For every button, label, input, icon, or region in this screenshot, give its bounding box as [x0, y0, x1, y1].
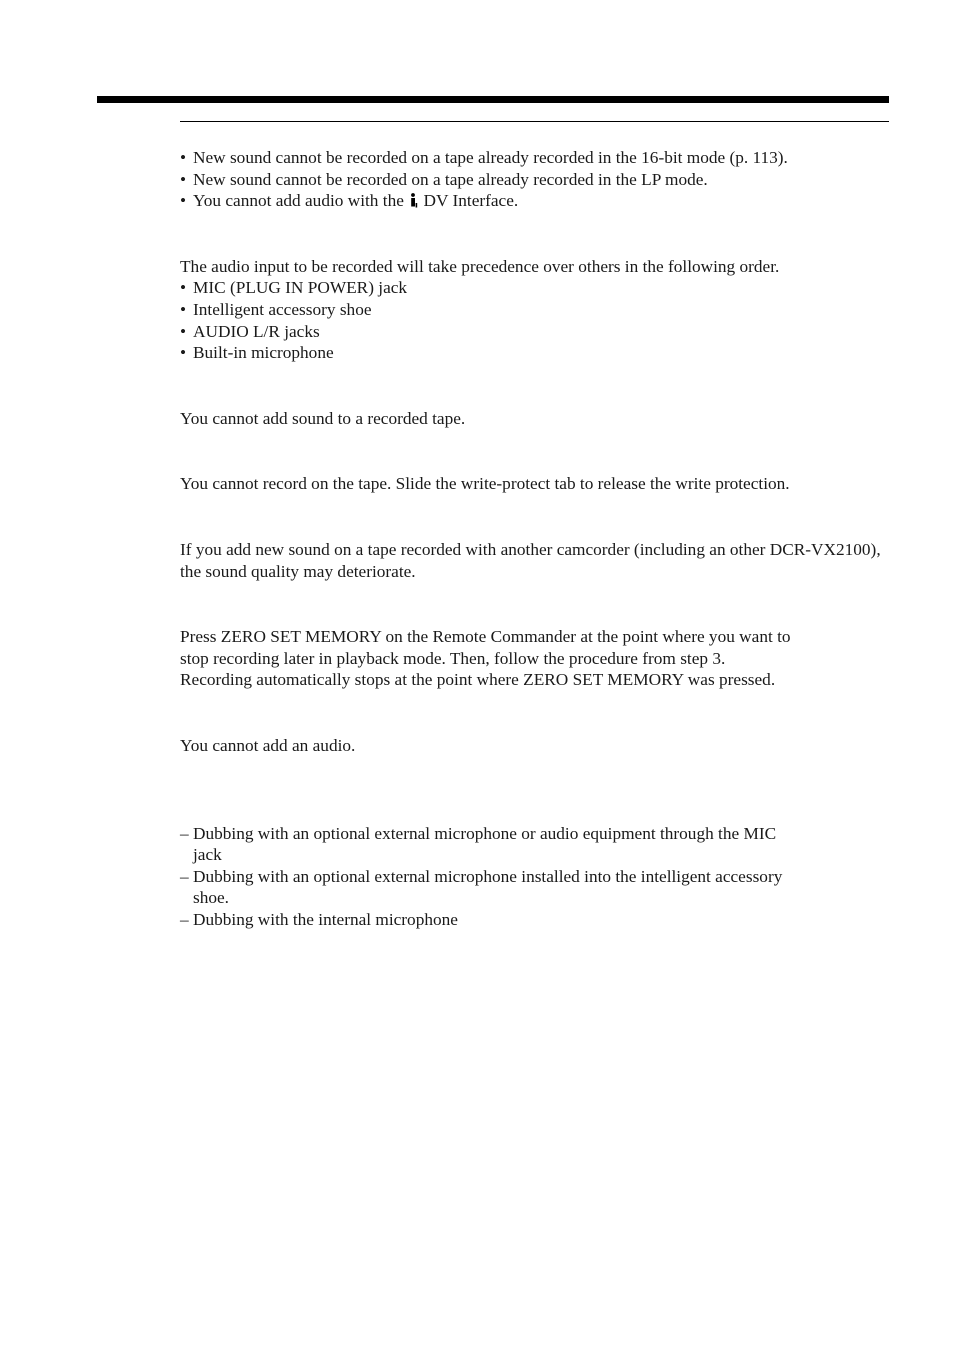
audio-input-intro: The audio input to be recorded will take precedence over others in the following order. — [180, 256, 780, 276]
bullet-marker: • — [180, 343, 187, 363]
list-item — [180, 321, 892, 343]
bullet-marker: • — [180, 321, 187, 341]
bullet-marker: • — [180, 148, 187, 167]
bullet-marker: • — [180, 191, 187, 211]
list-item-text: MIC (PLUG IN POWER) jack — [193, 278, 408, 298]
dash-marker: – — [180, 866, 189, 886]
list-item — [180, 342, 892, 364]
list-item-text: AUDIO L/R jacks — [193, 321, 320, 341]
zero-set-line: Recording automatically stops at the point where ZERO SET MEMORY was pressed. — [180, 670, 776, 690]
list-item-line: jack — [193, 845, 222, 865]
write-protect-note: You cannot record on the tape. Slide the write-protect tab to release the write protection. — [180, 474, 790, 494]
list-item-text-after-icon: DV Interface. — [419, 191, 519, 211]
list-item — [180, 277, 892, 299]
list-item-line: shoe. — [193, 888, 229, 908]
list-item-text-before-icon: You cannot add audio with the — [193, 191, 404, 211]
header-rule-thin — [180, 121, 889, 122]
list-item-text: Intelligent accessory shoe — [193, 299, 372, 319]
zero-set-line: Press ZERO SET MEMORY on the Remote Commander at the point where you want to — [180, 627, 791, 647]
bullet-marker: • — [180, 169, 187, 189]
cannot-add-audio-note: You cannot add an audio. — [180, 735, 356, 755]
list-item — [180, 909, 892, 931]
recorded-tape-note: You cannot add sound to a recorded tape. — [180, 408, 466, 428]
list-item — [180, 823, 892, 866]
list-item-line: Dubbing with an optional external microphone or audio equipment through the MIC — [193, 823, 777, 843]
list-item — [180, 299, 892, 321]
notes-list-1 — [180, 147, 892, 212]
list-item-line: Dubbing with an optional external microphone installed into the intelligent accessory — [193, 866, 783, 886]
list-item-text: New sound cannot be recorded on a tape already recorded in the 16-bit mode (p. 113). — [193, 148, 788, 167]
header-rule-thick — [97, 96, 889, 103]
dash-marker: – — [180, 909, 189, 929]
bullet-marker: • — [180, 278, 187, 298]
bullet-marker: • — [180, 299, 187, 319]
dubbing-list — [180, 823, 892, 931]
list-item — [180, 190, 892, 212]
list-item — [180, 169, 892, 191]
dash-marker: – — [180, 823, 189, 843]
list-item-text: New sound cannot be recorded on a tape already recorded in the LP mode. — [193, 169, 708, 189]
other-camcorder-note: If you add new sound on a tape recorded with another camcorder (including an other DCR-VX2100), the sound quality may deteriorate. — [180, 539, 881, 581]
audio-input-section — [180, 256, 892, 364]
list-item-text: Built-in microphone — [193, 343, 334, 363]
zero-set-line: stop recording later in playback mode. Then, follow the procedure from step 3. — [180, 648, 726, 668]
list-item-line: Dubbing with the internal microphone — [193, 909, 458, 929]
i-link-icon — [409, 193, 418, 208]
zero-set-note — [180, 626, 892, 691]
list-item — [180, 866, 892, 909]
document-body — [180, 147, 892, 930]
list-item — [180, 147, 892, 169]
